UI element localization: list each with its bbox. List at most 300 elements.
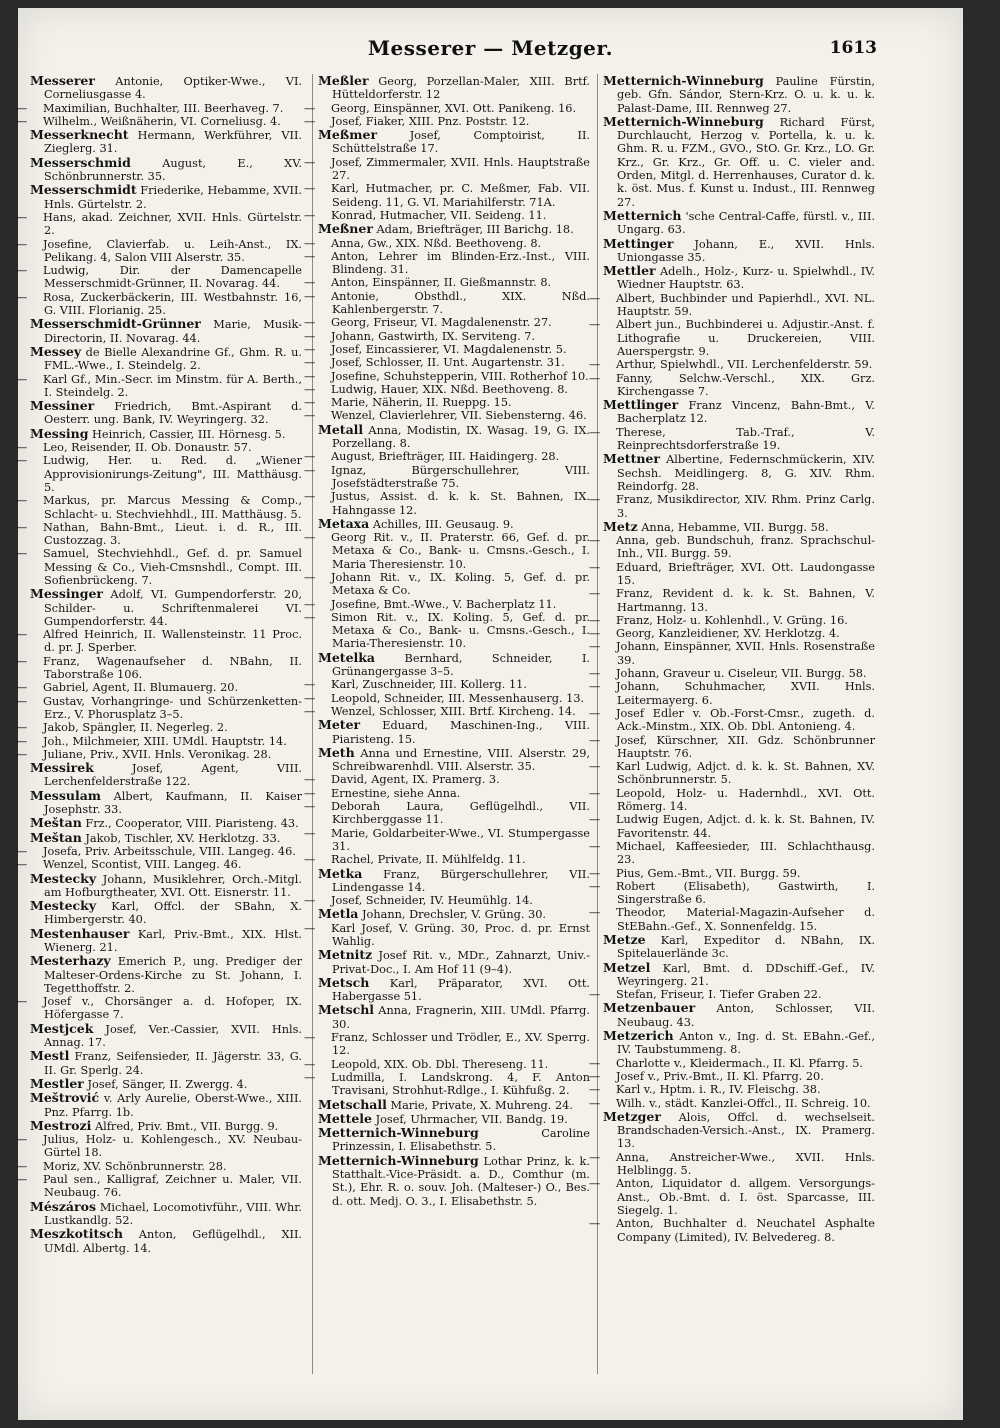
entry-details: Franz, Seifensieder, II. Jägerstr. 33, G. II. Gr. Sperlg. 24. [44,1050,302,1077]
directory-entry [304,276,590,290]
entry-surname: Metelka [318,649,376,665]
repeat-dash: — [304,236,316,250]
directory-entry [304,182,590,209]
repeat-dash: — [304,1070,316,1084]
directory-entry [318,128,590,156]
directory-entry [603,961,875,989]
column-divider [312,74,313,1374]
entry-surname: Mettinger [603,235,674,251]
entry-surname: Metternich [603,207,682,223]
entry-details: Pius, Gem.-Bmt., VII. Burgg. 59. [616,866,801,880]
entry-details: de Bielle Alexandrine Gf., Ghm. R. u. FML.-Wwe., I. Steindelg. 2. [44,345,302,373]
entry-details: Marie, Näherin, II. Rueppg. 15. [331,396,512,410]
repeat-dash: — [589,786,601,800]
directory-entry [304,597,590,611]
entry-details: Fanny, Selchw.-Verschl., XIX. Grz. Kirchengasse 7. [616,371,875,398]
directory-entry [30,899,302,927]
repeat-dash: — [589,760,601,774]
repeat-dash: — [16,237,28,251]
repeat-dash: — [589,318,601,332]
directory-entry [589,1177,875,1217]
repeat-dash: — [589,1096,601,1110]
repeat-dash: — [16,1159,28,1173]
entry-details: Anton, Lehrer im Blinden-Erz.-Inst., VIII. Blindeng. 31. [331,249,590,277]
directory-entry [318,1112,590,1126]
directory-entry [16,734,302,748]
repeat-dash: — [304,450,316,464]
directory-entry [589,1069,875,1083]
entry-details: Adolf, VI. Gumpendorferstr. 20, Schilder- u. Schriftenmalerei VI. Gumpendorferstr. 44. [44,588,302,628]
entry-details: Karl, Expeditor d. NBahn, IX. Spitelauerlände 3c. [617,934,876,961]
directory-entry [304,369,590,383]
entry-details: Georg Rit. v., II. Praterstr. 66, Gef. d. pr. Metaxa & Co., Bank- u. Cmsns.-Gesch., I. Maria Theresienstr. 10. [331,531,590,571]
repeat-dash: — [16,681,28,695]
directory-entry [589,358,875,372]
entry-surname: Metzel [603,959,651,975]
entry-surname: Mestrozi [30,1117,92,1133]
directory-entry [304,382,590,396]
repeat-dash: — [304,182,316,196]
entry-details: Albert, Kaufmann, II. Kaiser Josephstr. 33. [44,789,303,817]
directory-entry [304,463,590,491]
entry-details: Josefine, Schuhstepperin, VIII. Rotherhof 10. [331,369,589,383]
directory-entry [589,587,875,614]
repeat-dash: — [304,704,316,718]
repeat-dash: — [589,560,601,574]
directory-entry [16,721,302,735]
repeat-dash: — [304,786,316,800]
entry-details: Josef, Zimmermaler, XVII. Hnls. Hauptstraße 27. [331,155,590,183]
directory-entry [304,610,590,651]
page-number: 1613 [829,38,877,58]
directory-entry [589,988,875,1002]
entry-details: Charlotte v., Kleidermach., II. Kl. Pfarrg. 5. [616,1056,863,1070]
entry-details: Johann, Drechsler, V. Grüng. 30. [362,908,546,922]
entry-details: Josefine, Bmt.-Wwe., V. Bacherplatz 11. [331,597,557,611]
directory-entry [30,156,302,184]
entry-details: Wenzel, Schlosser, XIII. Brtf. Kircheng. 14. [331,704,576,718]
repeat-dash: — [304,396,316,410]
entry-details: Josef, Schneider, IV. Heumühlg. 14. [331,894,533,908]
entry-surname: Meszkotitsch [30,1226,123,1242]
directory-entry [603,115,875,209]
entry-details: Adelh., Holz-, Kurz- u. Spielwhdl., IV. Wiedner Hauptstr. 63. [617,265,875,292]
directory-entry [30,816,302,830]
repeat-dash: — [304,249,316,263]
directory-entry [304,853,590,867]
directory-entry [16,237,302,265]
entry-details: Paul sen., Kalligraf, Zeichner u. Maler, VII. Neubaug. 76. [43,1173,302,1200]
directory-entry [589,1083,875,1097]
entry-surname: Metsch [318,974,370,990]
entry-details: Josefine, Clavierfab. u. Leih-Anst., IX. Pelikang. 4, Salon VIII Alserstr. 35. [43,237,302,264]
entry-surname: Mettlinger [603,397,679,413]
directory-entry [603,1001,875,1029]
directory-entry [603,237,875,265]
entry-details: Georg, Friseur, VI. Magdalenenstr. 27. [331,316,552,330]
entry-surname: Mesterhazy [30,953,111,969]
column-right [589,73,876,1244]
entry-surname: Messiner [30,398,95,414]
repeat-dash: — [304,369,316,383]
directory-entry [304,826,590,854]
directory-entry [304,329,590,343]
entry-surname: Mettner [603,451,660,467]
entry-surname: Messing [30,425,89,441]
directory-entry [30,1119,302,1133]
entry-details: Franz, Wagenaufseher d. NBahn, II. Taborstraße 106. [43,654,302,682]
entry-details: Ludwig, Dir. der Damencapelle Messerschmidt-Grünner, II. Novarag. 44. [43,264,302,291]
repeat-dash: — [589,1217,601,1231]
entry-surname: Metzenbauer [603,1000,696,1016]
repeat-dash: — [16,654,28,668]
repeat-dash: — [16,721,28,735]
entry-details: Frz., Cooperator, VIII. Piaristeng. 43. [85,817,299,831]
repeat-dash: — [589,640,601,654]
entry-details: Josef, Ver.-Cassier, XVII. Hnls. Annag. 17. [44,1022,302,1050]
directory-entry [304,531,590,571]
repeat-dash: — [304,329,316,343]
repeat-dash: — [589,1177,601,1191]
directory-entry [603,74,875,115]
repeat-dash: — [304,531,316,545]
entry-surname: Messey [30,343,82,359]
repeat-dash: — [16,995,28,1009]
directory-entry [304,786,590,800]
entry-details: Josef Edler v. Ob.-Forst-Cmsr., zugeth. d. Ack.-Minstm., XIX. Ob. Dbl. Antonieng. 4. [616,706,875,734]
entry-details: Anton v., Ing. d. St. EBahn.-Gef., IV. Taubstummeng. 8. [617,1030,875,1057]
directory-entry [304,704,590,718]
directory-entry [16,290,302,318]
directory-entry [30,761,302,789]
entry-details: Heinrich, Cassier, III. Hörnesg. 5. [92,427,286,441]
repeat-dash: — [589,1056,601,1070]
entry-surname: Messerknecht [30,127,129,143]
entry-surname: Metternich-Winneburg [603,73,764,88]
repeat-dash: — [16,747,28,761]
entry-details: Wenzel, Scontist, VIII. Langeg. 46. [43,858,242,872]
directory-entry [16,844,302,858]
directory-entry [16,372,302,400]
entry-surname: Metternich-Winneburg [318,1125,479,1141]
repeat-dash: — [589,839,601,853]
entry-details: Karl, Hutmacher, pr. C. Meßmer, Fab. VII. Seideng. 11, G. VI. Mariahilferstr. 71A. [331,182,590,209]
directory-entry [589,786,875,814]
entry-details: Antonie, Optiker-Wwe., VI. Corneliusgasse 4. [44,75,302,102]
entry-details: Ludwig, Her. u. Red. d. „Wiener Approvisionirungs-Zeitung", III. Matthäusg. 5. [43,454,302,494]
entry-details: Josef v., Priv.-Bmt., II. Kl. Pfarrg. 20. [616,1069,824,1083]
directory-entry [304,208,590,222]
repeat-dash: — [304,610,316,624]
entry-details: Karl v., Hptm. i. R., IV. Fleischg. 38. [616,1083,821,1097]
entry-surname: Metz [603,518,638,534]
entry-details: Juliane, Priv., XVII. Hnls. Veronikag. 28. [43,747,272,761]
directory-entry [603,1029,875,1057]
directory-entry [30,317,302,345]
directory-entry [318,948,590,976]
directory-entry [304,450,590,464]
repeat-dash: — [16,547,28,561]
directory-entry [30,872,302,900]
entry-details: Albert, Buchbinder und Papierhdl., XVI. NL. Hauptstr. 59. [616,291,875,319]
directory-entry [16,454,302,494]
repeat-dash: — [589,613,601,627]
directory-entry [318,651,590,679]
repeat-dash: — [16,1173,28,1187]
repeat-dash: — [589,733,601,747]
entry-details: Alois, Offcl. d. wechselseit. Brandschaden-Versich.-Anst., IX. Pramerg. 13. [617,1110,875,1151]
entry-details: Gustav, Vorhangringe- und Schürzenketten-Erz., V. Phorusplatz 3–5. [43,694,302,721]
entry-details: Georg, Kanzleidiener, XV. Herklotzg. 4. [616,627,840,641]
repeat-dash: — [589,291,601,305]
entry-details: Anton, Buchhalter d. Neuchatel Asphalte Company (Limited), IV. Belvedereg. 8. [616,1217,875,1244]
directory-entry [30,128,302,156]
directory-entry [304,921,590,949]
entry-surname: Mestenhauser [30,925,130,941]
directory-entry [30,1091,302,1119]
entry-details: Josef, Sänger, II. Zwergg. 4. [87,1077,248,1091]
directory-entry [589,760,875,787]
entry-surname: Messinger [30,586,103,602]
entry-surname: Mestecky [30,898,97,914]
directory-entry [30,1200,302,1228]
entry-details: Lothar Prinz, k. k. Statthalt.-Vice-Präsidt. a. D., Comthur (m. St.), Ehr. R. o. souv. Joh. (Malteser-) O., Bes. d. ott. Medj. O. 3., I. Elisabethstr. 5. [332,1154,590,1208]
directory-entry [16,114,302,128]
entry-details: Johann, Graveur u. Ciseleur, VII. Burgg. 58. [616,667,867,681]
directory-entry [589,680,875,707]
entry-details: Caroline Prinzessin, I. Elisabethstr. 5. [332,1127,590,1154]
repeat-dash: — [16,734,28,748]
entry-details: Anna und Ernestine, VIII. Alserstr. 29, Schreibwarenhdl. VIII. Alserstr. 35. [332,746,591,774]
repeat-dash: — [304,114,316,128]
entry-surname: Mestl [30,1048,70,1064]
entry-details: Josef, Schlosser, II. Unt. Augartenstr. 31. [331,356,565,370]
repeat-dash: — [304,463,316,477]
directory-entry [589,813,875,840]
repeat-dash: — [589,534,601,548]
entry-surname: Metka [318,865,363,881]
repeat-dash: — [16,520,28,534]
directory-entry [304,101,590,115]
entry-details: Maximilian, Buchhalter, III. Beerhaveg. 7. [43,101,284,115]
entry-details: Josef, Kürschner, XII. Gdz. Schönbrunner Hauptstr. 76. [616,733,875,760]
entry-details: Marie, Musik-Directorin, II. Novarag. 44. [44,318,303,345]
repeat-dash: — [589,587,601,601]
entry-details: Karl, Zuschneider, III. Kollerg. 11. [331,678,527,692]
entry-details: Josef Rit. v., MDr., Zahnarzt, Univ.-Privat-Doc., I. Am Hof 11 (9–4). [332,949,590,976]
directory-entry [30,74,302,102]
directory-entry [30,831,302,845]
entry-details: Karl, Priv.-Bmt., XIX. Hlst. Wienerg. 21. [44,927,303,954]
entry-details: Robert (Elisabeth), Gastwirth, I. Singerstraße 6. [616,879,875,907]
entry-details: Rosa, Zuckerbäckerin, III. Westbahnstr. 16, G. VIII. Florianig. 25. [43,290,302,318]
directory-entry [30,927,302,955]
entry-details: Anna, Gw., XIX. Nßd. Beethoveng. 8. [331,236,542,250]
entry-surname: Meßler [318,73,369,88]
directory-entry [304,396,590,410]
entry-details: Leopold, XIX. Ob. Dbl. Thereseng. 11. [331,1057,549,1071]
entry-details: Leopold, Holz- u. Hadernhdl., XVI. Ott. Römerg. 14. [616,786,875,814]
entry-surname: Mestler [30,1075,84,1091]
entry-details: Franz, Bürgerschullehrer, VII. Lindengasse 14. [332,867,590,894]
repeat-dash: — [304,289,316,303]
repeat-dash: — [16,290,28,304]
entry-surname: Metternich-Winneburg [603,113,764,129]
entry-surname: Meßner [318,221,373,237]
directory-entry [589,534,875,561]
entry-details: Konrad, Hutmacher, VII. Seideng. 11. [331,208,547,222]
directory-entry [589,627,875,641]
entry-details: Moriz, XV. Schönbrunnerstr. 28. [43,1159,227,1173]
entry-details: Eduard, Maschinen-Ing., VIII. Piaristeng. 15. [332,719,590,746]
repeat-dash: — [304,800,316,814]
directory-entry [16,654,302,682]
entry-details: Josef, Uhrmacher, VII. Bandg. 19. [375,1112,568,1126]
directory-entry [30,427,302,441]
directory-entry [16,858,302,872]
directory-entry [16,494,302,521]
repeat-dash: — [304,382,316,396]
directory-entry [304,691,590,705]
repeat-dash: — [589,627,601,641]
entry-details: Markus, pr. Marcus Messing & Comp., Schlacht- u. Stechviehhdl., III. Matthäusg. 5. [43,494,302,521]
directory-entry [589,425,875,453]
repeat-dash: — [304,597,316,611]
entry-details: Karl, Bmt. d. DDschiff.-Gef., IV. Weyringerg. 21. [617,961,876,988]
entry-details: Josef, Eincassierer, VI. Magdalenenstr. 5. [331,342,567,356]
repeat-dash: — [304,356,316,370]
directory-entry [318,746,590,774]
entry-details: v. Arly Aurelie, Oberst-Wwe., XIII. Pnz. Pfarrg. 1b. [44,1092,302,1119]
repeat-dash: — [16,844,28,858]
entry-details: Franz, Holz- u. Kohlenhdl., V. Grüng. 16. [616,613,848,627]
entry-details: Karl, Offcl. der SBahn, X. Himbergerstr. 40. [44,900,302,927]
entry-details: Ludwig, Hauer, XIX. Nßd. Beethoveng. 8. [331,382,568,396]
entry-details: Jakob, Tischler, XV. Herklotzg. 33. [85,831,281,845]
directory-entry [304,678,590,692]
entry-surname: Meštrović [30,1090,100,1106]
entry-details: Emerich P., ung. Prediger der Malteser-Ordens-Kirche zu St. Johann, I. Tegetthoffstr. 2. [44,955,302,995]
entry-surname: Metaxa [318,515,370,531]
directory-entry [16,1173,302,1200]
directory-entry [30,345,302,373]
entry-surname: Meter [318,717,361,733]
entry-surname: Meštan [30,815,82,831]
directory-entry [589,839,875,867]
directory-entry [589,706,875,734]
repeat-dash: — [589,680,601,694]
repeat-dash: — [16,114,28,128]
directory-entry [589,866,875,880]
directory-entry [304,316,590,330]
entry-details: Jakob, Spängler, II. Negerleg. 2. [43,721,228,735]
entry-details: Wilh. v., städt. Kanzlei-Offcl., II. Schreig. 10. [616,1096,871,1110]
directory-entry [589,493,875,520]
directory-entry [589,733,875,761]
entry-surname: Messulam [30,787,102,803]
directory-entry [589,371,875,399]
entry-details: Marie, Goldarbeiter-Wwe., VI. Stumpergasse 31. [331,826,590,853]
entry-details: Franz, Musikdirector, XIV. Rhm. Prinz Carlg. 3. [616,493,875,520]
directory-entry [603,264,875,292]
entry-details: Anna, Hebamme, VII. Burgg. 58. [641,520,829,534]
repeat-dash: — [16,441,28,455]
entry-details: Karl, Präparator, XVI. Ott. Habergasse 51. [332,976,590,1004]
entry-details: Josefa, Priv. Arbeitsschule, VIII. Langeg. 46. [43,844,296,858]
entry-surname: Metschall [318,1096,387,1112]
directory-entry [304,1031,590,1058]
directory-entry [16,520,302,548]
repeat-dash: — [589,1069,601,1083]
directory-entry [603,520,875,534]
directory-entry [304,1070,590,1098]
page-title: Messerer — Metzger. [367,36,614,60]
directory-entry [318,907,590,921]
entry-details: Anna, Modistin, IX. Wasag. 19, G. IX. Porzellang. 8. [332,423,591,451]
entry-surname: Meßmer [318,127,378,143]
entry-details: Joh., Milchmeier, XIII. UMdl. Hauptstr. 14. [43,734,287,748]
entry-details: Bernhard, Schneider, I. Grünangergasse 3–5. [332,651,591,679]
repeat-dash: — [589,906,601,920]
entry-surname: Mettele [318,1110,372,1126]
entry-details: Alfred, Priv. Bmt., VII. Burgg. 9. [94,1119,279,1133]
entry-details: Anton, Geflügelhdl., XII. UMdl. Albertg. 14. [44,1228,302,1255]
directory-entry [304,409,590,423]
entry-surname: Metzger [603,1108,661,1124]
repeat-dash: — [304,691,316,705]
directory-entry [16,681,302,695]
directory-entry [16,101,302,115]
directory-entry [603,209,875,237]
entry-details: Friederike, Hebamme, XVII. Hnls. Gürtelstr. 2. [44,184,302,211]
repeat-dash: — [304,1057,316,1071]
repeat-dash: — [16,372,28,386]
entry-surname: Metnitz [318,947,373,963]
directory-entry [318,517,590,531]
entry-details: Antonie, Obsthdl., XIX. Nßd. Kahlenbergerstr. 7. [331,289,590,317]
entry-details: Eduard, Briefträger, XVI. Ott. Laudongasse 15. [616,560,875,587]
entry-details: Johann, Einspänner, XVII. Hnls. Rosenstraße 39. [616,640,875,667]
entry-surname: Mészáros [30,1198,96,1214]
entry-surname: Metschl [318,1002,375,1018]
entry-details: Anton, Schlosser, VII. Neubaug. 43. [617,1002,875,1029]
entry-surname: Mestjcek [30,1020,94,1036]
repeat-dash: — [589,358,601,372]
directory-entry [304,1057,590,1071]
directory-entry [318,222,590,236]
directory-entry [304,490,590,517]
entry-details: Wilhelm., Weißnäherin, VI. Corneliusg. 4. [43,114,281,128]
repeat-dash: — [304,101,316,115]
directory-entry [304,342,590,356]
directory-entry [603,398,875,426]
repeat-dash: — [589,706,601,720]
entry-details: Josef v., Chorsänger a. d. Hofoper, IX. Höfergasse 7. [43,995,302,1022]
entry-details: Karl Gf., Min.-Secr. im Minstm. für A. Berth., I. Steindelg. 2. [43,372,302,399]
directory-entry [16,441,302,455]
entry-details: Achilles, III. Geusaug. 9. [372,517,514,531]
repeat-dash: — [589,1083,601,1097]
repeat-dash: — [16,101,28,115]
entry-surname: Metla [318,906,359,922]
directory-entry [589,1096,875,1110]
repeat-dash: — [304,155,316,169]
entry-details: Ignaz, Bürgerschullehrer, VIII. Josefstädterstraße 75. [331,463,590,490]
entry-details: Michael, Locomotivführ., VIII. Whr. Lustkandlg. 52. [44,1200,303,1227]
repeat-dash: — [16,264,28,278]
directory-entry [603,933,875,961]
directory-entry [30,789,302,817]
